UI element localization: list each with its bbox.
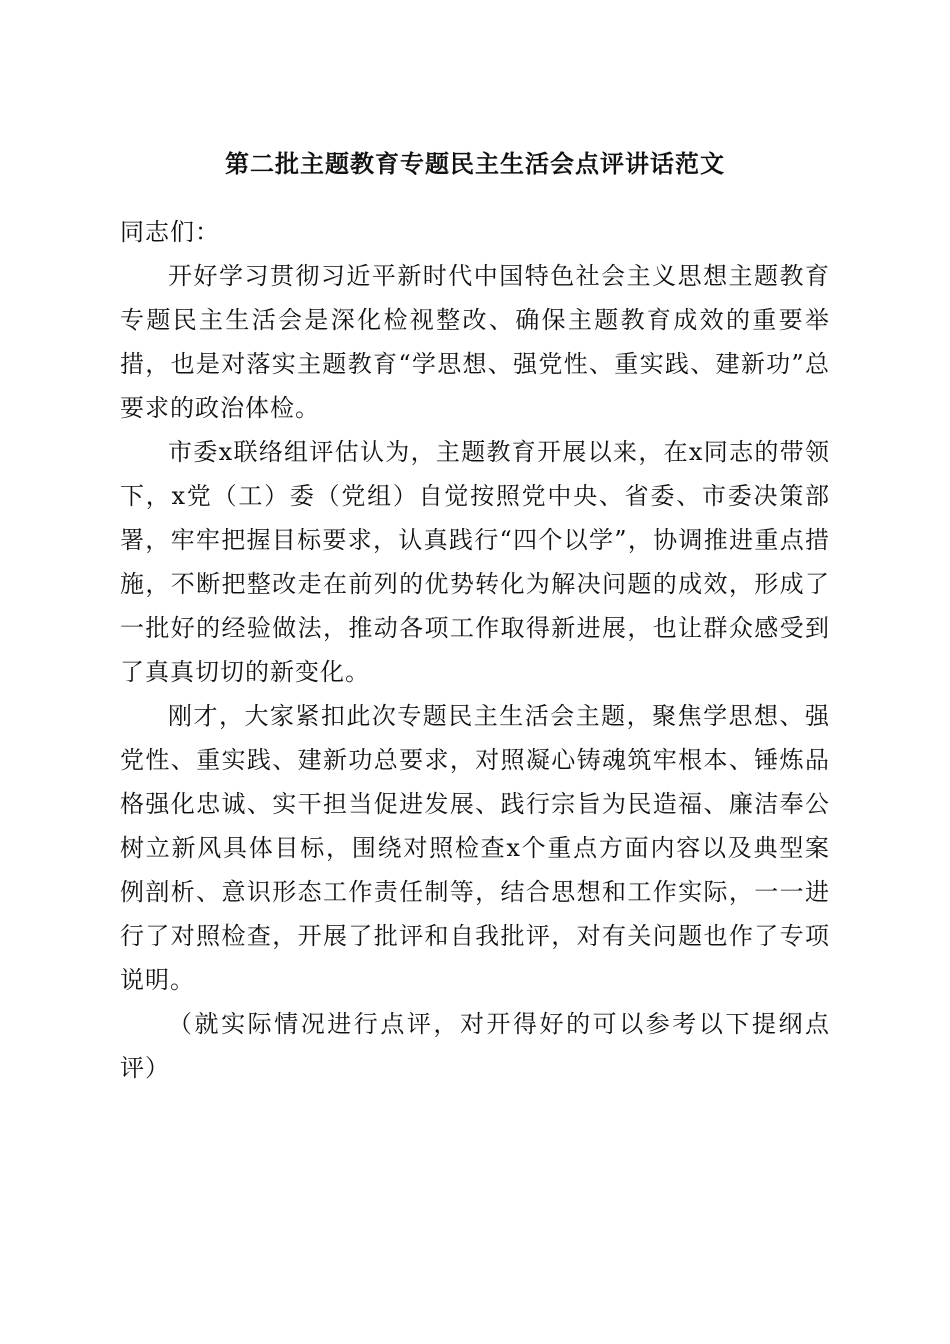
paragraph-1: 开好学习贯彻习近平新时代中国特色社会主义思想主题教育专题民主生活会是深化检视整改、确保主题教育成效的重要举措，也是对落实主题教育“学思想、强党性、重实践、建新功”总要求的政治体检。: [120, 262, 830, 422]
paragraph-2: 市委x联络组评估认为，主题教育开展以来，在x同志的带领下，x党（工）委（党组）自觉按照党中央、省委、市委决策部署，牢牢把握目标要求，认真践行“四个以学”，协调推进重点措施，不断把整改走在前列的优势转化为解决问题的成效，形成了一批好的经验做法，推动各项工作取得新进展，也让群众感受到了真真切切的新变化。: [120, 438, 830, 686]
paragraph-3: 刚才，大家紧扣此次专题民主生活会主题，聚焦学思想、强党性、重实践、建新功总要求，对照凝心铸魂筑牢根本、锤炼品格强化忠诚、实干担当促进发展、践行宗旨为民造福、廉洁奉公树立新风具体目标，围绕对照检查x个重点方面内容以及典型案例剖析、意识形态工作责任制等，结合思想和工作实际，一一进行了对照检查，开展了批评和自我批评，对有关问题也作了专项说明。: [120, 702, 830, 994]
document-title: 第二批主题教育专题民主生活会点评讲话范文: [225, 149, 725, 178]
document-body: [120, 210, 830, 1090]
salutation: 同志们：: [120, 218, 220, 246]
paragraph-4: （就实际情况进行点评，对开得好的可以参考以下提纲点评）: [120, 1010, 830, 1082]
